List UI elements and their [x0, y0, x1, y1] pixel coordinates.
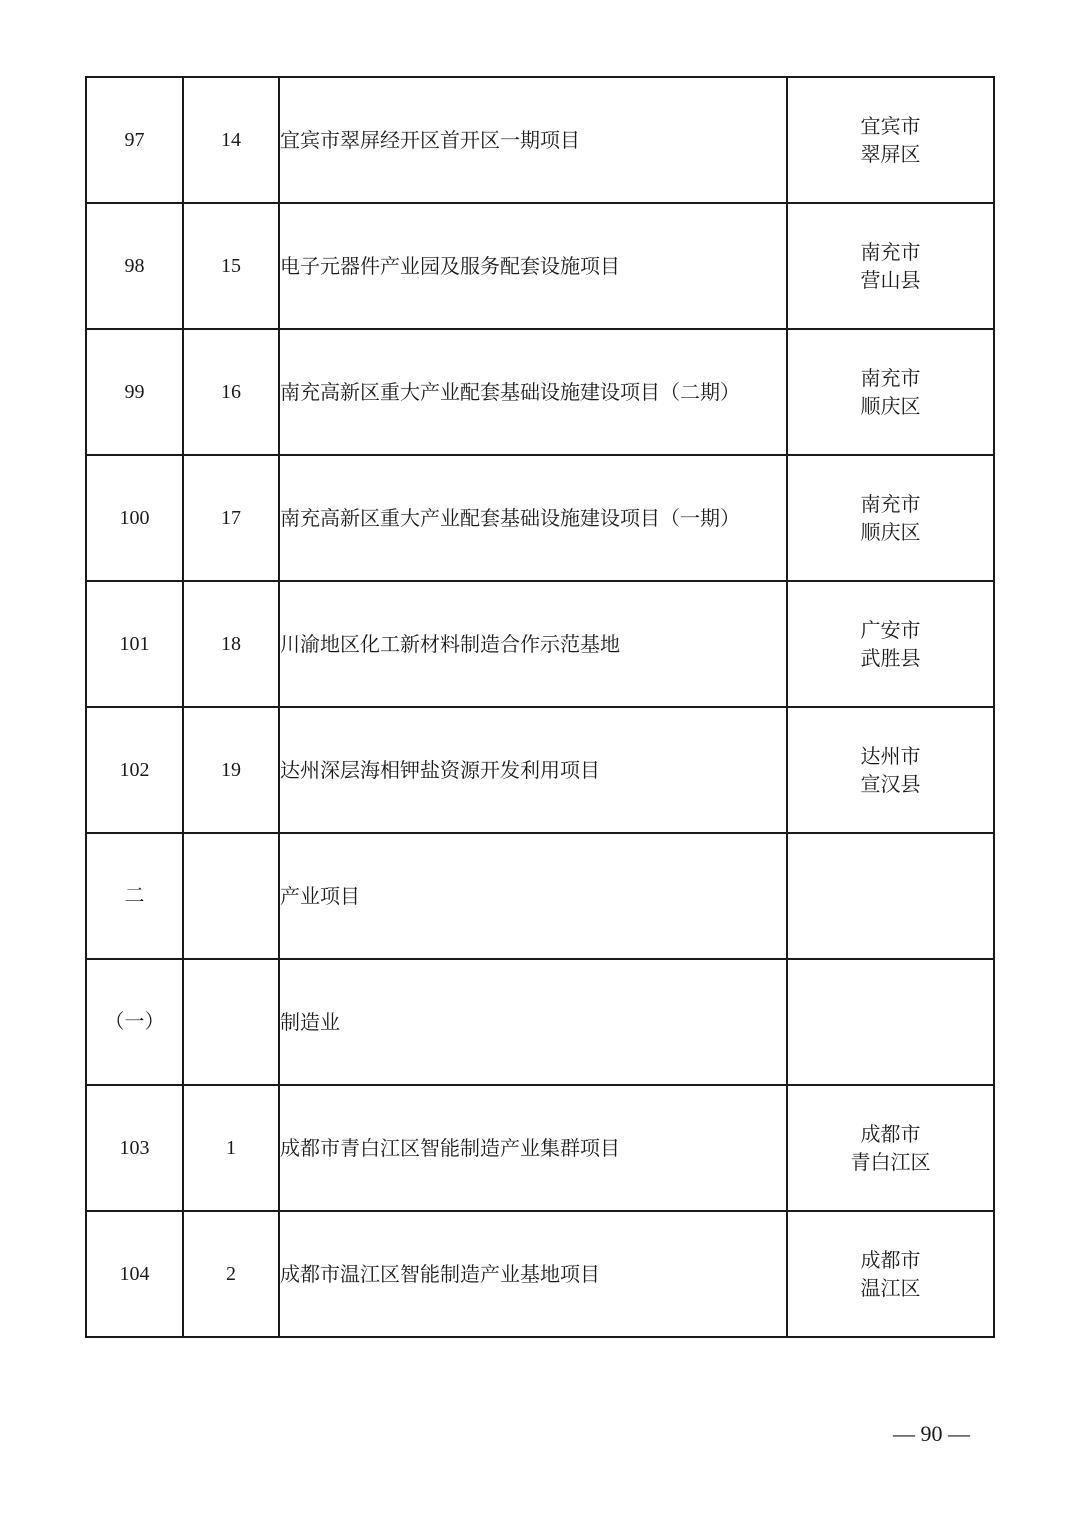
row-index: （一）: [86, 959, 183, 1085]
row-sub-index: 2: [183, 1211, 279, 1337]
project-name: 产业项目: [279, 833, 787, 959]
location-district: 顺庆区: [860, 520, 921, 544]
location-city: 成都市: [860, 1248, 921, 1272]
location-city: 广安市: [860, 618, 921, 642]
project-location: [787, 329, 994, 455]
page-number: — 90 —: [893, 1421, 970, 1446]
row-index: 102: [86, 707, 183, 833]
project-name: 南充高新区重大产业配套基础设施建设项目（一期）: [279, 455, 787, 581]
location-district: 营山县: [860, 268, 921, 292]
row-index: 99: [86, 329, 183, 455]
project-name: 宜宾市翠屏经开区首开区一期项目: [279, 77, 787, 203]
table-row: [86, 203, 994, 329]
row-index: 100: [86, 455, 183, 581]
table-row: [86, 707, 994, 833]
row-sub-index: [183, 959, 279, 1085]
project-name: 制造业: [279, 959, 787, 1085]
row-sub-index: 15: [183, 203, 279, 329]
row-sub-index: [183, 833, 279, 959]
project-location: [787, 203, 994, 329]
table-row: [86, 77, 994, 203]
project-table: [85, 76, 995, 1338]
row-index: 97: [86, 77, 183, 203]
project-name: 南充高新区重大产业配套基础设施建设项目（二期）: [279, 329, 787, 455]
project-name: 成都市温江区智能制造产业基地项目: [279, 1211, 787, 1337]
project-location: [787, 1085, 994, 1211]
location-city: 宜宾市: [860, 114, 921, 138]
row-sub-index: 16: [183, 329, 279, 455]
row-index: 101: [86, 581, 183, 707]
location-city: 南充市: [860, 492, 921, 516]
row-sub-index: 17: [183, 455, 279, 581]
project-name: 川渝地区化工新材料制造合作示范基地: [279, 581, 787, 707]
project-table-body: [86, 77, 994, 1337]
location-district: 青白江区: [850, 1150, 931, 1174]
project-location: [787, 1211, 994, 1337]
table-row: [86, 959, 994, 1085]
project-location: [787, 959, 994, 1085]
project-name: 达州深层海相钾盐资源开发利用项目: [279, 707, 787, 833]
table-row: [86, 1211, 994, 1337]
location-city: 成都市: [860, 1122, 921, 1146]
location-district: 翠屏区: [860, 142, 921, 166]
row-index: 二: [86, 833, 183, 959]
row-sub-index: 1: [183, 1085, 279, 1211]
table-row: [86, 581, 994, 707]
location-city: 达州市: [860, 744, 921, 768]
location-district: 武胜县: [860, 646, 921, 670]
row-index: 104: [86, 1211, 183, 1337]
table-row: [86, 329, 994, 455]
project-location: [787, 455, 994, 581]
location-district: 温江区: [860, 1276, 921, 1300]
table-row: [86, 455, 994, 581]
location-city: 南充市: [860, 240, 921, 264]
project-name: 成都市青白江区智能制造产业集群项目: [279, 1085, 787, 1211]
row-sub-index: 14: [183, 77, 279, 203]
table-row: [86, 833, 994, 959]
project-name: 电子元器件产业园及服务配套设施项目: [279, 203, 787, 329]
row-index: 98: [86, 203, 183, 329]
project-location: [787, 833, 994, 959]
location-city: 南充市: [860, 366, 921, 390]
row-sub-index: 19: [183, 707, 279, 833]
location-district: 宣汉县: [860, 772, 921, 796]
project-location: [787, 707, 994, 833]
location-district: 顺庆区: [860, 394, 921, 418]
row-index: 103: [86, 1085, 183, 1211]
row-sub-index: 18: [183, 581, 279, 707]
project-location: [787, 581, 994, 707]
table-row: [86, 1085, 994, 1211]
project-location: [787, 77, 994, 203]
